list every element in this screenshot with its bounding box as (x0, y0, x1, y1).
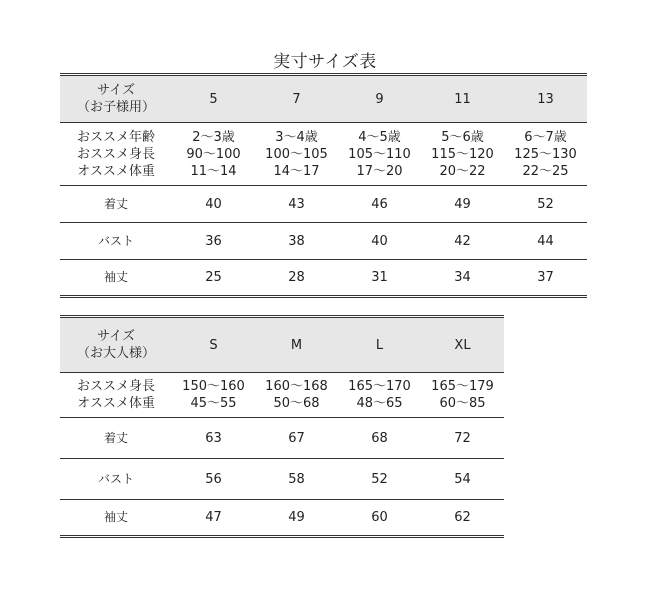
row-label: 袖丈 (60, 260, 172, 297)
recommend-value: 50～68 (273, 396, 320, 411)
size-label-line: （お大人様） (76, 346, 155, 361)
kids-size-table (60, 73, 587, 298)
recommend-value: 20～22 (439, 163, 486, 179)
value-cell: 38 (255, 223, 338, 260)
value-cell: 43 (255, 186, 338, 223)
recommend-cell (172, 373, 255, 418)
value-cell: 37 (504, 260, 587, 297)
value-cell: 68 (338, 418, 421, 459)
kids-row-sleeve (60, 260, 587, 297)
adult-header-row (60, 317, 504, 373)
recommend-value: 100～105 (265, 146, 328, 162)
recommend-cell (504, 123, 587, 186)
size-header: XL (421, 317, 504, 373)
recommend-value: 4～5歳 (358, 129, 401, 145)
recommend-cell (338, 373, 421, 418)
recommend-cell (421, 123, 504, 186)
recommend-value: 105～110 (348, 146, 411, 162)
row-label: 着丈 (60, 418, 172, 459)
recommend-label: おススメ身長 (76, 379, 155, 394)
value-cell: 52 (338, 459, 421, 500)
size-label-line: サイズ (97, 329, 135, 344)
value-cell: 56 (172, 459, 255, 500)
recommend-cell (338, 123, 421, 186)
recommend-value: 165～170 (348, 379, 411, 394)
size-header: L (338, 317, 421, 373)
value-cell: 63 (172, 418, 255, 459)
kids-header-row (60, 75, 587, 123)
value-cell: 67 (255, 418, 338, 459)
recommend-value: 150～160 (182, 379, 245, 394)
value-cell: 34 (421, 260, 504, 297)
size-header: 9 (338, 75, 421, 123)
recommend-cell (255, 123, 338, 186)
size-label-line: サイズ (97, 83, 135, 98)
size-header: 11 (421, 75, 504, 123)
recommend-value: 125～130 (514, 146, 577, 162)
size-label-line: （お子様用） (76, 100, 155, 115)
recommend-label: おススメ年齢 (76, 129, 155, 145)
value-cell: 40 (338, 223, 421, 260)
value-cell: 25 (172, 260, 255, 297)
value-cell: 60 (338, 500, 421, 537)
row-label: 着丈 (60, 186, 172, 223)
recommend-value: 14～17 (273, 163, 320, 179)
adult-recommend-row (60, 373, 504, 418)
row-label: 袖丈 (60, 500, 172, 537)
kids-row-bust (60, 223, 587, 260)
recommend-cell (421, 373, 504, 418)
recommend-labels (60, 373, 172, 418)
recommend-label: おススメ身長 (76, 146, 155, 162)
value-cell: 62 (421, 500, 504, 537)
value-cell: 40 (172, 186, 255, 223)
size-header: 7 (255, 75, 338, 123)
recommend-value: 2～3歳 (192, 129, 235, 145)
value-cell: 31 (338, 260, 421, 297)
value-cell: 42 (421, 223, 504, 260)
recommend-value: 3～4歳 (275, 129, 318, 145)
recommend-cell (255, 373, 338, 418)
recommend-value: 115～120 (431, 146, 494, 162)
recommend-value: 11～14 (190, 163, 237, 179)
adult-row-bust (60, 459, 504, 500)
value-cell: 49 (421, 186, 504, 223)
adult-size-table (60, 315, 504, 538)
value-cell: 49 (255, 500, 338, 537)
recommend-value: 22～25 (522, 163, 569, 179)
recommend-value: 90～100 (186, 146, 241, 162)
size-header: S (172, 317, 255, 373)
value-cell: 52 (504, 186, 587, 223)
value-cell: 44 (504, 223, 587, 260)
recommend-value: 45～55 (190, 396, 237, 411)
recommend-cell (172, 123, 255, 186)
size-header: 5 (172, 75, 255, 123)
adult-row-sleeve (60, 500, 504, 537)
recommend-value: 5～6歳 (441, 129, 484, 145)
kids-recommend-row (60, 123, 587, 186)
value-cell: 28 (255, 260, 338, 297)
adult-row-length (60, 418, 504, 459)
recommend-label: オススメ体重 (77, 163, 155, 179)
value-cell: 72 (421, 418, 504, 459)
recommend-labels (60, 123, 172, 186)
page-title: 実寸サイズ表 (273, 52, 377, 72)
recommend-label: オススメ体重 (77, 396, 155, 411)
recommend-value: 6～7歳 (524, 129, 567, 145)
recommend-value: 17～20 (356, 163, 403, 179)
adult-size-label (60, 317, 172, 373)
recommend-value: 60～85 (439, 396, 486, 411)
value-cell: 54 (421, 459, 504, 500)
value-cell: 46 (338, 186, 421, 223)
value-cell: 47 (172, 500, 255, 537)
value-cell: 58 (255, 459, 338, 500)
row-label: バスト (60, 459, 172, 500)
value-cell: 36 (172, 223, 255, 260)
kids-size-label (60, 75, 172, 123)
row-label: バスト (60, 223, 172, 260)
size-header: 13 (504, 75, 587, 123)
kids-row-length (60, 186, 587, 223)
size-header: M (255, 317, 338, 373)
recommend-value: 48～65 (356, 396, 403, 411)
recommend-value: 165～179 (431, 379, 494, 394)
recommend-value: 160～168 (265, 379, 328, 394)
